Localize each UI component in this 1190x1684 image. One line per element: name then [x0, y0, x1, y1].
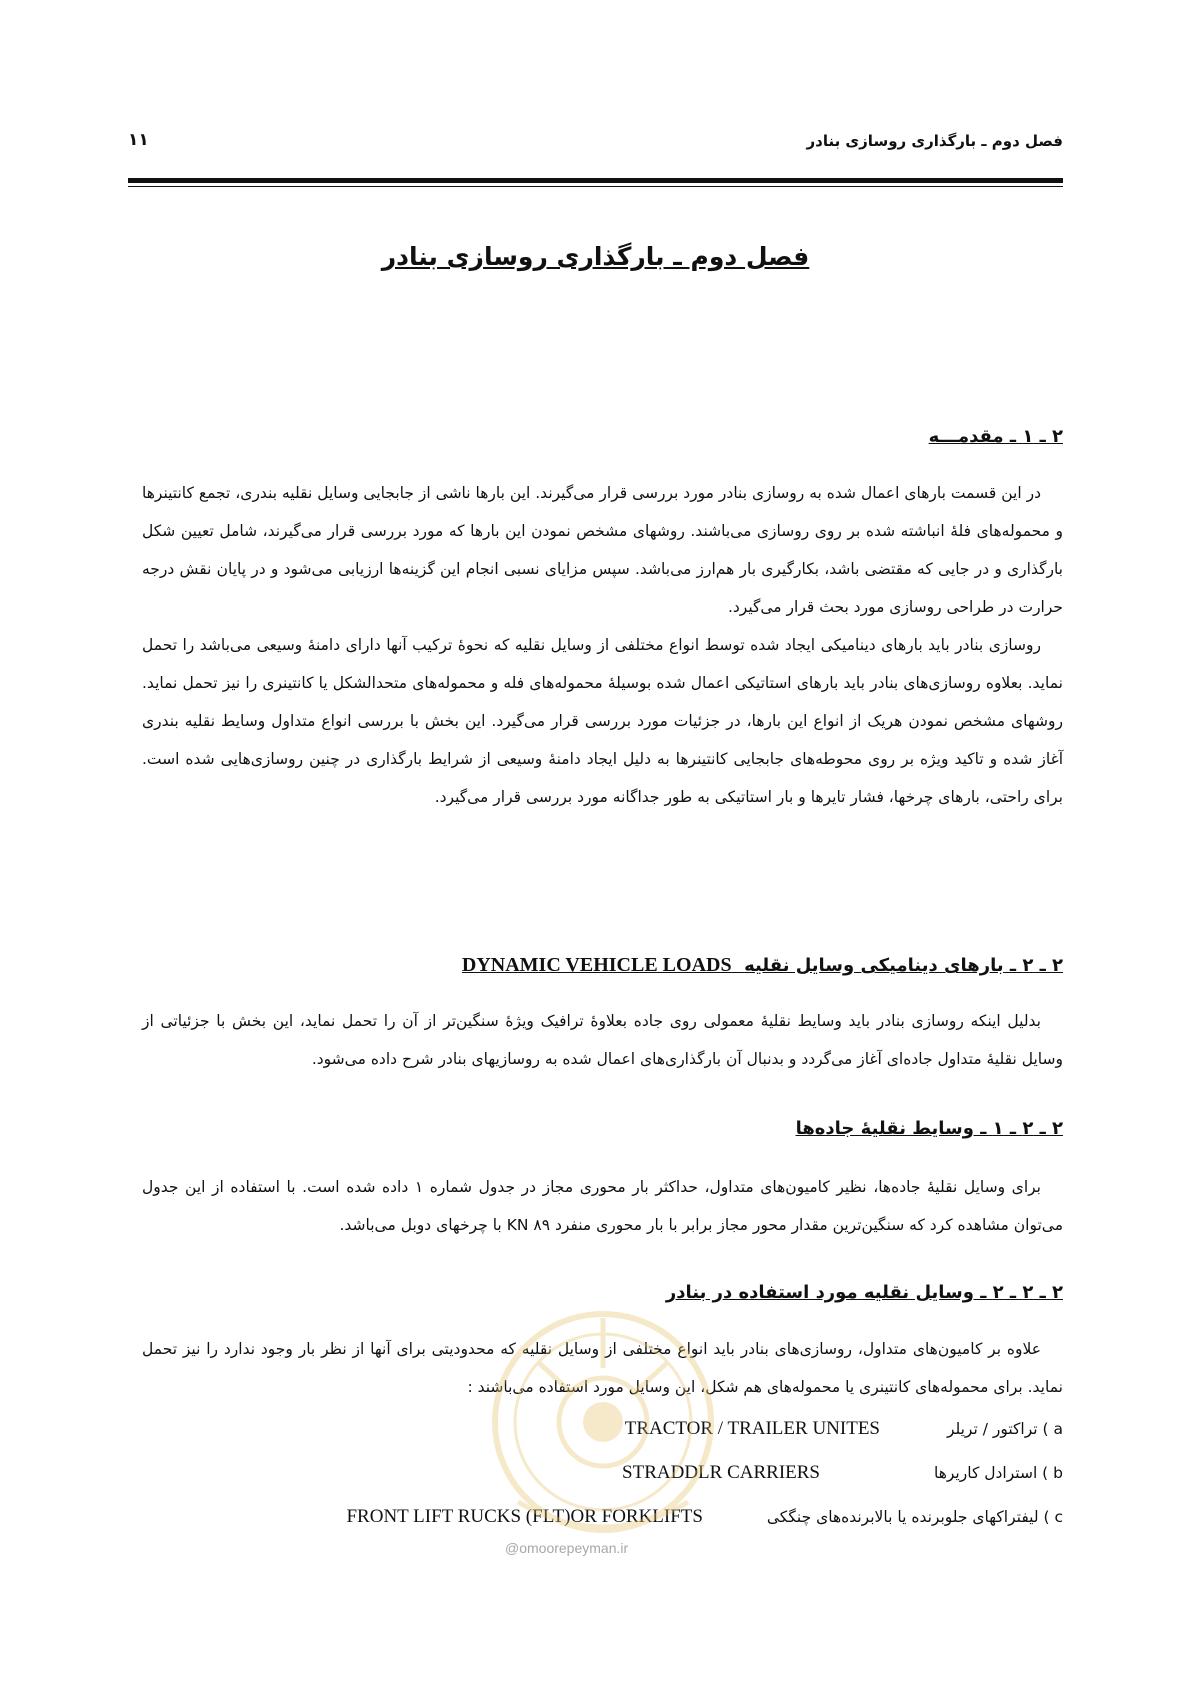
- section-body-dynamic-loads: [142, 1002, 1063, 1078]
- section-heading-introduction: ۲ ـ ۱ ـ مقدمـــه: [928, 426, 1063, 447]
- paragraph: علاوه بر کامیون‌های متداول، روسازی‌های بنادر باید انواع مختلفی از وسایل نقلیه که محدودیتی برای آنها از نظر بار وجود ندارد را نیز تحمل نماید. برای محموله‌های کانتینری یا محموله‌های هم شکل، این وسایل مورد استفاده می‌باشند :: [142, 1340, 1063, 1396]
- list-item-latin: FRONT LIFT RUCKS (FLT)OR FORKLIFTS: [346, 1506, 703, 1527]
- header-rule-thin: [128, 186, 1063, 187]
- page-number: ۱۱: [128, 130, 149, 150]
- header-rule: [128, 178, 1063, 183]
- heading-text: ۲ ـ ۲ ـ بارهای دینامیکی وسایل نقلیه: [744, 955, 1063, 976]
- running-header: [128, 128, 1063, 156]
- list-item-label: c ) لیفتراکهای جلوبرنده یا بالابرنده‌های چنگکی: [766, 1508, 1063, 1526]
- paragraph: روسازی بنادر باید بارهای دینامیکی ایجاد شده توسط انواع مختلفی از وسایل نقلیه که نحوهٔ ترکیب آنها دارای دامنهٔ وسیعی می‌باشد را تحمل نماید. بعلاوه روسازی‌های بنادر باید بارهای استاتیکی اعمال شده بوسیلهٔ محموله‌های فله و محموله‌های متحدالشکل یا کانتینری را نیز تحمل نماید. روشهای مشخص نمودن هریک از انواع این بارها، در جزئیات مورد بررسی قرار می‌گیرد. این بخش با بررسی انواع متداول وسایط نقلیه بندری آغاز شده و تاکید ویژه بر روی محوطه‌های جابجایی کانتینرها به دلیل ایجاد دامنهٔ وسیعی از شرایط بارگذاری در چنین روسازی‌هایی شده است. برای راحتی، بارهای چرخها، فشار تایرها و بار استاتیکی به طور جداگانه مورد بررسی قرار می‌گیرد.: [142, 636, 1063, 806]
- section-body-introduction: [142, 474, 1063, 816]
- list-item-label: a ) تراکتور / تریلر: [946, 1420, 1063, 1438]
- section-heading-dynamic-loads: [462, 954, 1063, 977]
- list-item-latin: TRACTOR / TRAILER UNITES: [624, 1418, 880, 1439]
- section-body-port-vehicles: [142, 1330, 1063, 1406]
- chapter-title: فصل دوم ـ بارگذاری روسازی بنادر: [381, 242, 810, 271]
- running-title: فصل دوم ـ بارگذاری روسازی بنادر: [806, 132, 1063, 150]
- section-heading-road-vehicles: ۲ ـ ۲ ـ ۱ ـ وسایط نقلیهٔ جاده‌ها: [795, 1118, 1063, 1139]
- list-item: [142, 1464, 1063, 1508]
- paragraph: بدلیل اینکه روسازی بنادر باید وسایط نقلیهٔ معمولی روی جاده بعلاوهٔ ترافیک ویژهٔ سنگین‌تر از آن را تحمل نماید، این بخش با جزئیاتی از وسایل نقلیهٔ متداول جاده‌ای آغاز می‌گردد و بدنبال آن بارگذاری‌های اعمال شده به روسازیهای بنادر شرح داده می‌شود.: [142, 1012, 1063, 1068]
- list-item-latin: STRADDLR CARRIERS: [622, 1462, 820, 1483]
- list-item-label: b ) استرادل کاریرها: [933, 1464, 1063, 1482]
- watermark-text: @omoorepeyman.ir: [505, 1540, 629, 1556]
- paragraph: برای وسایل نقلیهٔ جاده‌ها، نظیر کامیون‌های متداول، حداکثر بار محوری مجاز در جدول شماره ۱ داده شده است. با استفاده از این جدول می‌توان مشاهده کرد که سنگین‌ترین مقدار محور مجاز برابر با بار محوری منفرد KN ۸۹ با چرخهای دوبل می‌باشد.: [142, 1178, 1063, 1234]
- paragraph: در این قسمت بارهای اعمال شده به روسازی بنادر مورد بررسی قرار می‌گیرند. این بارها ناشی از جابجایی وسایل نقلیه بندری، تجمع کانتینرها و محموله‌های فلهٔ انباشته شده بر روی روسازی می‌باشند. روشهای مشخص نمودن این بارها که مورد بررسی قرار می‌گیرند، شامل تعیین شکل بارگذاری و در جایی که مقتضی باشد، بکارگیری بار هم‌ارز می‌باشد. سپس مزایای نسبی انجام این گزینه‌ها ارزیابی می‌شود و در پایان نقش درجه حرارت در طراحی روسازی مورد بحث قرار می‌گیرد.: [142, 484, 1063, 616]
- section-body-road-vehicles: [142, 1168, 1063, 1244]
- section-heading-port-vehicles: ۲ ـ ۲ ـ ۲ ـ وسایل نقلیه مورد استفاده در بنادر: [665, 1282, 1063, 1303]
- list-item: [142, 1420, 1063, 1464]
- heading-latin: DYNAMIC VEHICLE LOADS: [461, 954, 732, 976]
- vehicle-list: [142, 1420, 1063, 1552]
